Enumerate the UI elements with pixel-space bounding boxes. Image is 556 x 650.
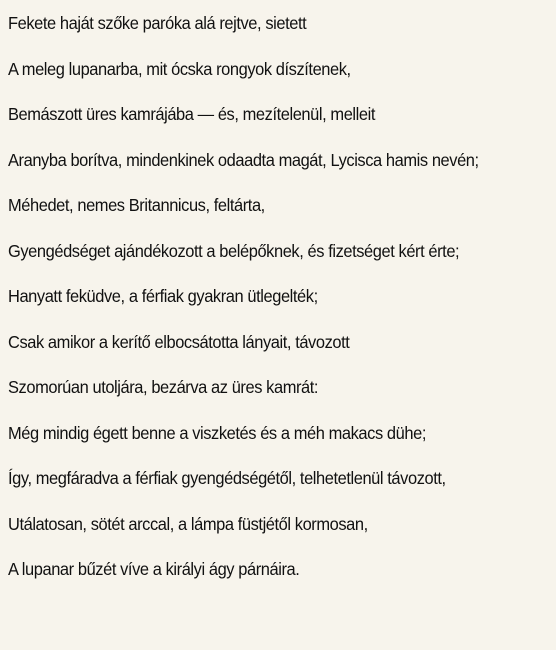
poem-line-10: Még mindig égett benne a viszketés és a méh makacs dühe; bbox=[8, 422, 426, 443]
poem-line-2: A meleg lupanarba, mit ócska rongyok díszítenek, bbox=[8, 58, 351, 79]
poem-line-13: A lupanar bűzét víve a királyi ágy párnáira. bbox=[8, 559, 300, 579]
poem-line-6: Gyengédséget ajándékozott a belépőknek, és fizetséget kért érte; bbox=[8, 240, 460, 261]
poem-line-3: Bemászott üres kamrájába — és, mezítelenül, melleit bbox=[8, 104, 375, 124]
poem-line-7: Hanyatt feküdve, a férfiak gyakran ütlegelték; bbox=[8, 286, 318, 306]
poem-line-9: Szomorúan utoljára, bezárva az üres kamrát: bbox=[8, 377, 319, 397]
poem-line-11: Így, megfáradva a férfiak gyengédségétől, telhetetlenül távozott, bbox=[8, 468, 446, 488]
poem-line-5: Méhedet, nemes Britannicus, feltárta, bbox=[8, 195, 265, 215]
poem-line-12: Utálatosan, sötét arccal, a lámpa füstjétől kormosan, bbox=[8, 513, 368, 534]
poem-text bbox=[8, 9, 556, 601]
poem-line-4: Aranyba borítva, mindenkinek odaadta magát, Lycisca hamis nevén; bbox=[8, 149, 479, 170]
poem-line-1: Fekete haját szőke paróka alá rejtve, sietett bbox=[8, 13, 307, 33]
poem-line-8: Csak amikor a kerítő elbocsátotta lányait, távozott bbox=[8, 331, 350, 352]
